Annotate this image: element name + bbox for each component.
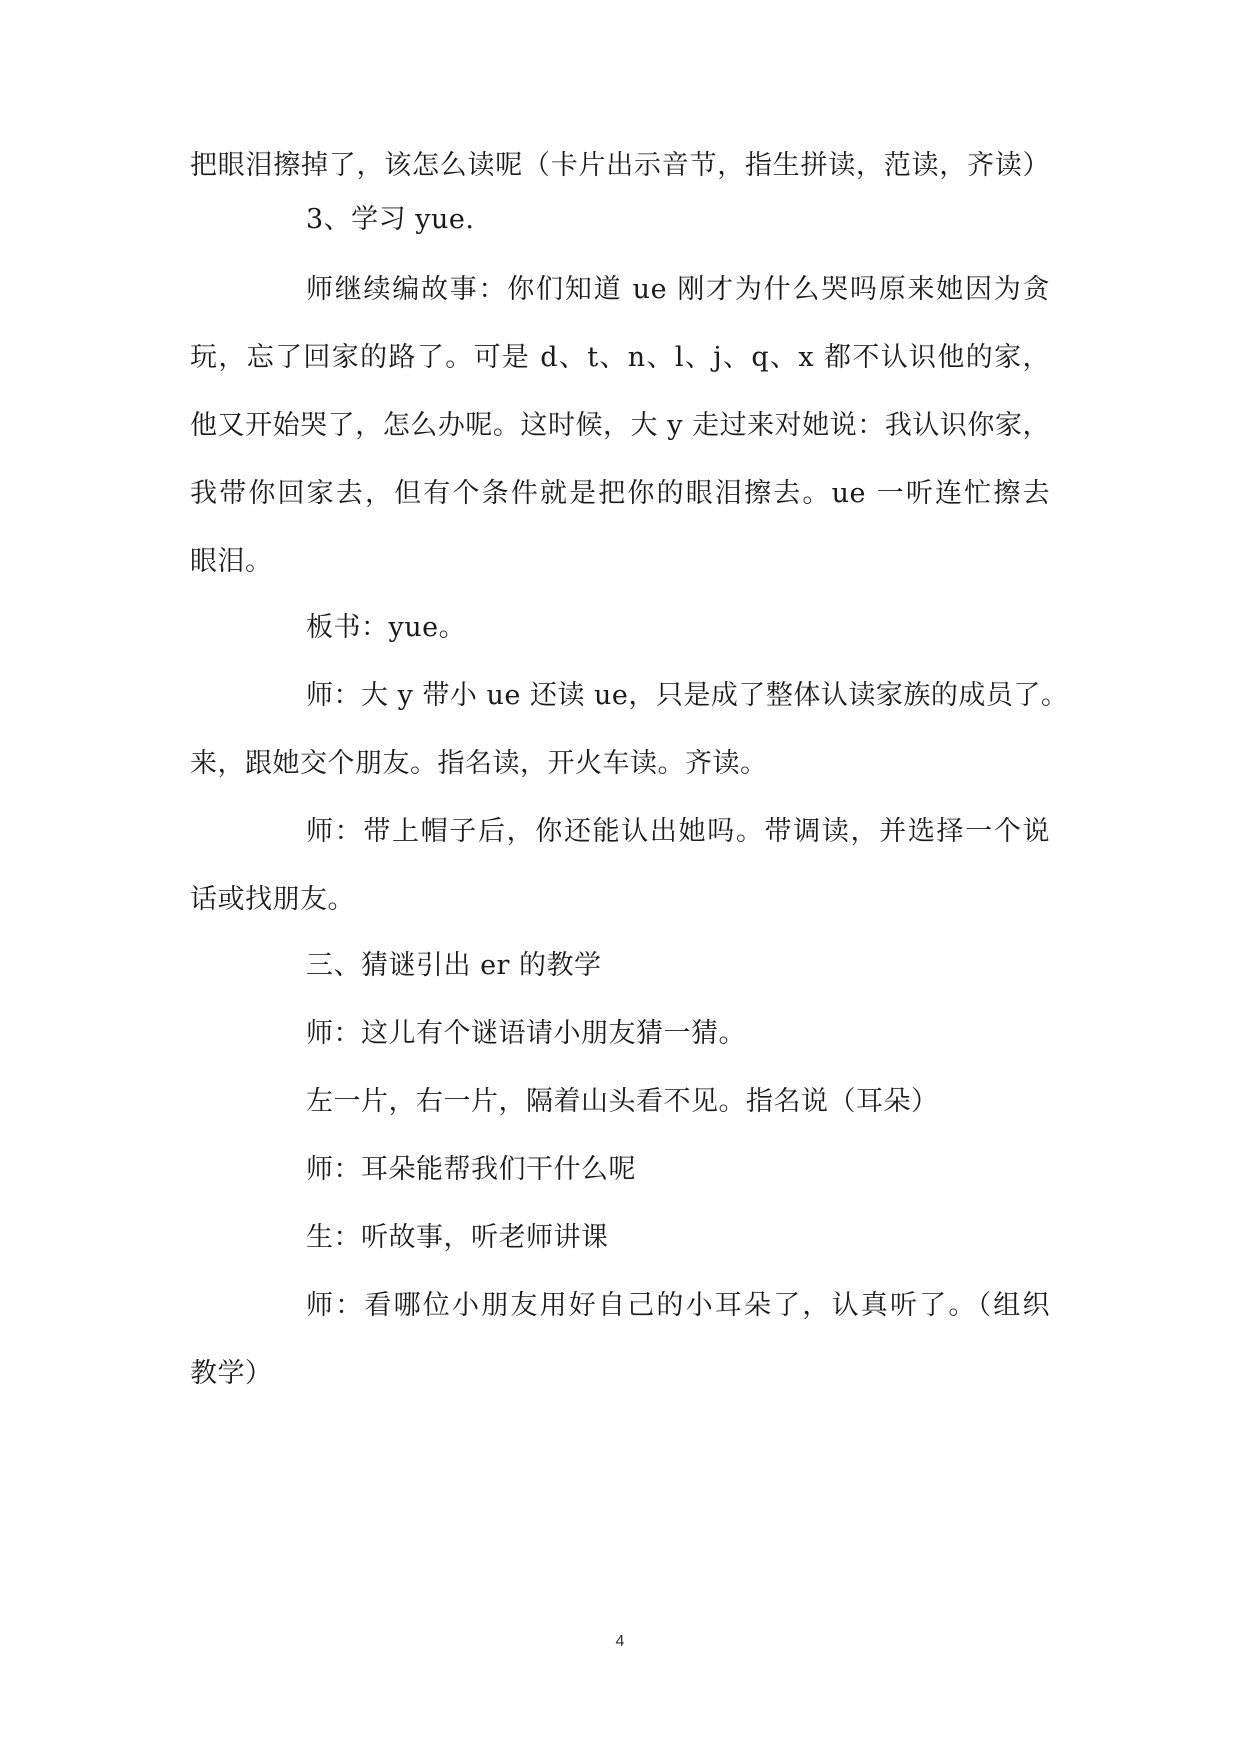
paragraph-line: 左一片，右一片，隔着山头看不见。指名说（耳朵） — [306, 1086, 939, 1117]
paragraph-line: 师：这儿有个谜语请小朋友猜一猜。 — [306, 1018, 746, 1049]
paragraph-line: 玩，忘了回家的路了。可是 d、t、n、l、j、q、x 都不认识他的家， — [190, 342, 1050, 373]
paragraph-line: 师：大 y 带小 ue 还读 ue，只是成了整体认读家族的成员了。 — [306, 680, 1069, 711]
section-heading: 三、猜谜引出 er 的教学 — [306, 950, 602, 981]
paragraph-line: 生：听故事，听老师讲课 — [306, 1222, 609, 1253]
paragraph-line: 板书：yue。 — [306, 612, 467, 643]
paragraph-line: 我带你回家去，但有个条件就是把你的眼泪擦去。ue 一听连忙擦去 — [190, 478, 1050, 509]
paragraph-line: 来，跟她交个朋友。指名读，开火车读。齐读。 — [190, 748, 768, 779]
section-heading: 3、学习 yue. — [306, 204, 475, 235]
page-number: 4 — [615, 1633, 625, 1650]
paragraph-line: 师继续编故事：你们知道 ue 刚才为什么哭吗原来她因为贪 — [306, 274, 1050, 305]
paragraph-line: 眼泪。 — [190, 546, 273, 577]
paragraph-line: 他又开始哭了，怎么办呢。这时候，大 y 走过来对她说：我认识你家， — [190, 410, 1050, 441]
paragraph-line: 话或找朋友。 — [190, 884, 355, 915]
paragraph-line: 师：看哪位小朋友用好自己的小耳朵了，认真听了。（组织 — [306, 1290, 1050, 1321]
paragraph-line: 师：耳朵能帮我们干什么呢 — [306, 1154, 636, 1185]
paragraph-line: 把眼泪擦掉了，该怎么读呢（卡片出示音节，指生拼读，范读，齐读） — [190, 150, 1050, 181]
paragraph-line: 教学） — [190, 1358, 273, 1389]
paragraph-line: 师：带上帽子后，你还能认出她吗。带调读，并选择一个说 — [306, 816, 1050, 847]
